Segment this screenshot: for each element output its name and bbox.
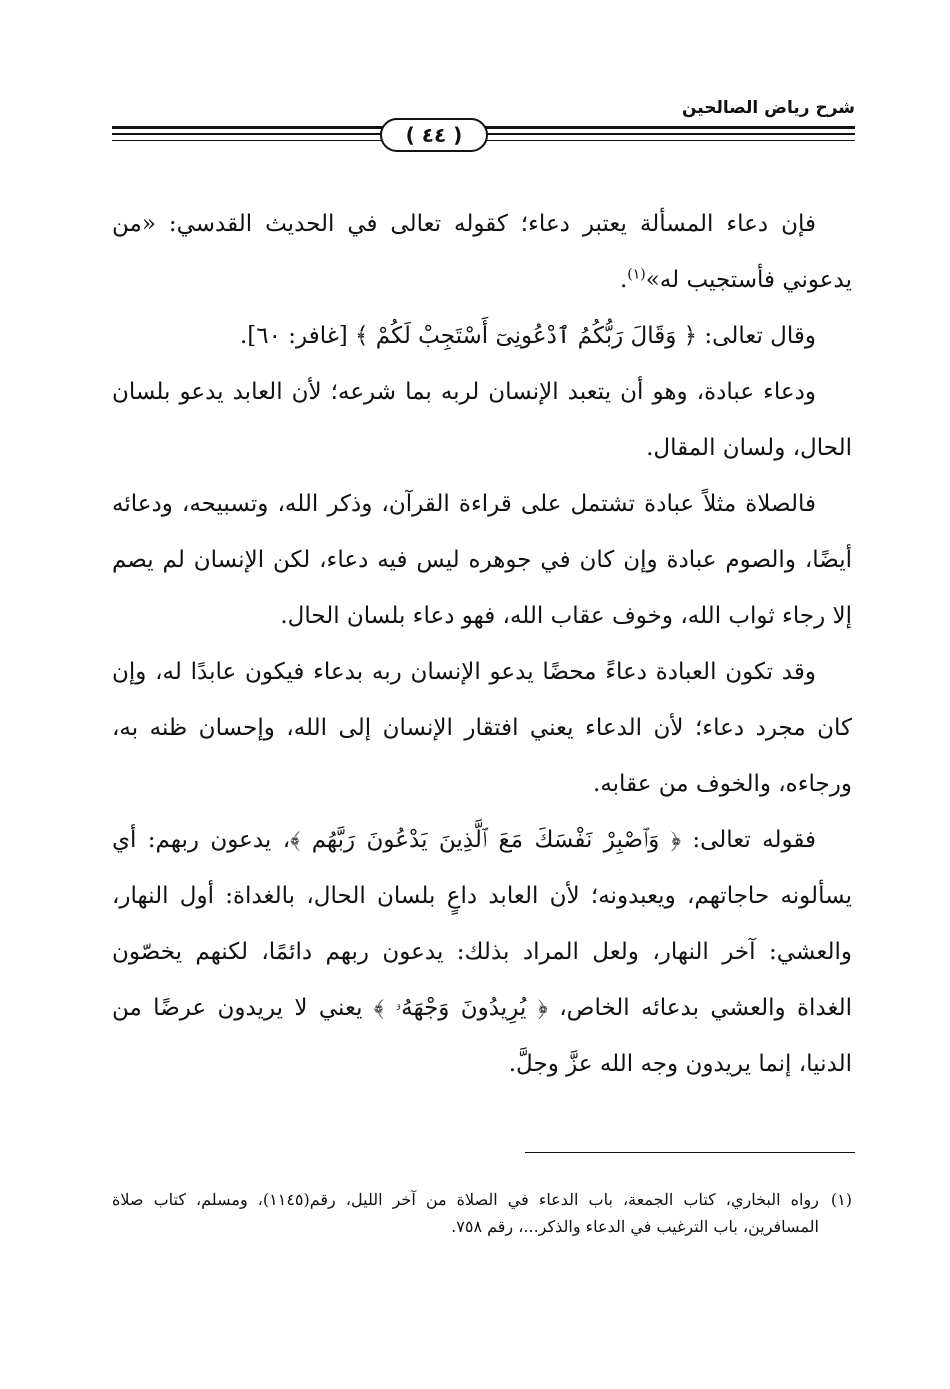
paragraph-text: فالصلاة مثلاً عبادة تشتمل على قراءة القرآن، وذكر الله، وتسبيحه، ودعائه أيضًا، والصوم عبادة وإن كان في جوهره ليس فيه دعاء، لكن الإنسان لم يصم إلا رجاء ثواب الله، وخوف عقاب الله، فهو دعاء بلسان الحال. xyxy=(112,491,852,629)
footnote-text: رواه البخاري، كتاب الجمعة، باب الدعاء في الصلاة من آخر الليل، رقم(١١٤٥)، ومسلم، كتاب صلاة المسافرين، باب الترغيب في الدعاء والذكر...، رقم ٧٥٨. xyxy=(112,1190,819,1236)
running-title: شرح رياض الصالحين xyxy=(681,98,855,118)
paragraph-text: وقال تعالى: ﴿ وَقَالَ رَبُّكُمُ ٱدْعُونِىٓ أَسْتَجِبْ لَكُمْ ﴾ [غافر: ٦٠]. xyxy=(239,323,816,349)
footnote-separator xyxy=(525,1152,855,1153)
paragraph xyxy=(112,476,852,644)
paragraph xyxy=(112,644,852,812)
footnote xyxy=(112,1186,852,1240)
paragraph xyxy=(112,364,852,476)
page-number-text: ( ٤٤ ) xyxy=(405,123,463,147)
paragraph xyxy=(112,308,852,364)
paragraph-text: وقد تكون العبادة دعاءً محضًا يدعو الإنسان ربه بدعاء فيكون عابدًا له، وإن كان مجرد دعاء؛ لأن الدعاء يعني افتقار الإنسان إلى الله، وإحسان ظنه به، ورجاءه، والخوف من عقابه. xyxy=(112,659,852,797)
paragraph-end: . xyxy=(619,267,628,293)
paragraph-text: فإن دعاء المسألة يعتبر دعاء؛ كقوله تعالى في الحديث القدسي: «من يدعوني فأستجيب له» xyxy=(112,211,852,293)
paragraph-text: ودعاء عبادة، وهو أن يتعبد الإنسان لربه بما شرعه؛ لأن العابد يدعو بلسان الحال، ولسان المقال. xyxy=(112,379,852,461)
footnotes xyxy=(112,1186,852,1240)
paragraph xyxy=(112,812,852,1092)
paragraph xyxy=(112,196,852,308)
body-text xyxy=(112,196,852,1092)
paragraph-text: فقوله تعالى: ﴿ وَٱصْبِرْ نَفْسَكَ مَعَ ٱلَّذِينَ يَدْعُونَ رَبَّهُم ﴾، يدعون ربهم: أي يسألونه حاجاتهم، ويعبدونه؛ لأن العابد داعٍ بلسان الحال، بالغداة: أول النهار، والعشي: آخر النهار، ولعل المراد بذلك: يدعون ربهم دائمًا، لكنهم يخصّون الغداة والعشي بدعائه الخاص، ﴿ يُرِيدُونَ وَجْهَهُۥ ﴾ يعني لا يريدون عرضًا من الدنيا، إنما يريدون وجه الله عزَّ وجلَّ. xyxy=(112,827,853,1077)
footnote-marker[interactable]: (١) xyxy=(627,266,646,283)
footnote-number: (١) xyxy=(830,1190,852,1209)
page-number xyxy=(380,118,488,152)
